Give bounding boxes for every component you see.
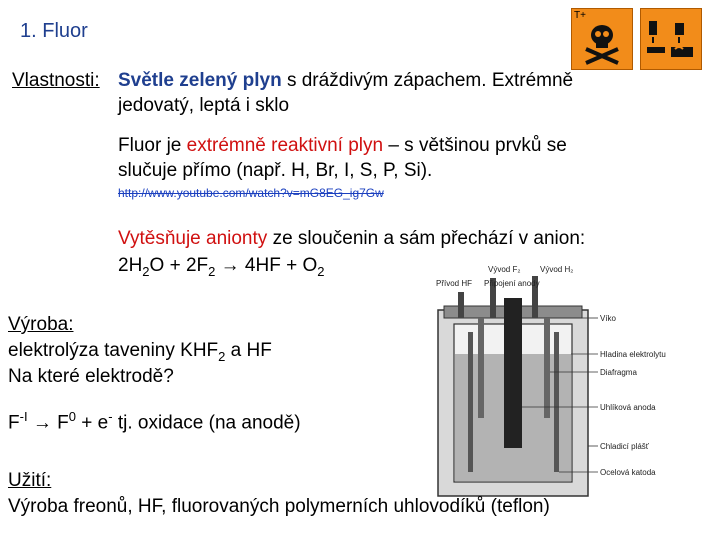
carbon-anode [504, 298, 522, 448]
label-cooling-jacket: Chladicí plášť [600, 442, 649, 451]
properties-label: Vlastnosti: [12, 70, 100, 91]
oxidation-part: + e [75, 412, 109, 434]
corrosive-hazard-icon [640, 8, 702, 70]
production-text: elektrolýza taveniny KHF [8, 340, 219, 361]
production-question: Na které elektrodě? [8, 366, 174, 387]
production-label: Výroba: [8, 314, 74, 335]
production-text-end: a HF [225, 340, 272, 361]
equation-subscript: 2 [208, 263, 216, 279]
reactivity-line-2: slučuje přímo (např. H, Br, I, S, P, Si). [118, 160, 433, 181]
label-hf-inlet: Přívod HF [436, 279, 473, 288]
usage-text: Výroba freonů, HF, fluorovaných polymerních uhlovodíků (teflon) [8, 496, 550, 517]
hf-inlet-pipe [458, 292, 464, 318]
label-lid: Víko [600, 314, 617, 323]
diaphragm-left [478, 318, 484, 418]
displacement-line [118, 226, 585, 251]
oxidation-superscript: - [108, 409, 113, 424]
video-link[interactable]: http://www.youtube.com/watch?v=mG8EG_ig7Gw [118, 186, 384, 200]
properties-line-2: jedovatý, leptá i sklo [118, 95, 290, 116]
equation-part: → 4HF + O [215, 255, 318, 276]
label-anode-connection: Připojení anody [484, 279, 540, 288]
oxidation-part: → F [27, 412, 69, 434]
properties-line-1 [118, 68, 573, 93]
oxidation-superscript: 0 [68, 409, 76, 424]
equation-part: 2H [118, 255, 143, 276]
equation-subscript: 2 [317, 263, 325, 279]
diaphragm-right [544, 318, 550, 418]
oxidation-superscript: -I [19, 409, 28, 424]
production-subscript: 2 [218, 348, 226, 364]
electrolysis-cell-diagram [428, 262, 720, 502]
label-f2-outlet: Vývod F₂ [488, 265, 521, 274]
reactivity-text: Fluor je [118, 135, 187, 156]
oxidation-part: F [8, 412, 20, 434]
label-cathode: Ocelová katoda [600, 468, 656, 477]
reactivity-text-end: – s většinou prvků se [383, 135, 567, 156]
properties-rest: s dráždivým zápachem. Extrémně [281, 70, 574, 91]
label-electrolyte-level: Hladina elektrolytu [600, 350, 666, 359]
equation-part: O + 2F [149, 255, 209, 276]
label-diaphragm: Diafragma [600, 368, 637, 377]
displacement-text: ze sloučenin a sám přechází v anion: [267, 228, 586, 249]
oxidation-equation [8, 404, 301, 435]
properties-highlight: Světle zelený plyn [118, 70, 282, 91]
oxidation-part: tj. oxidace (na anodě) [112, 412, 301, 434]
hazard-code: T+ [574, 10, 586, 21]
label-h2-outlet: Vývod H₂ [540, 265, 574, 274]
equation-subscript: 2 [142, 263, 150, 279]
reactivity-highlight: extrémně reaktivní plyn [186, 135, 384, 156]
displacement-highlight: Vytěsňuje anionty [118, 228, 268, 249]
displacement-equation [118, 253, 325, 284]
page-title: 1. Fluor [20, 20, 88, 42]
cathode-right [554, 332, 559, 472]
toxic-hazard-icon [571, 8, 633, 70]
cathode-left [468, 332, 473, 472]
reactivity-line-1 [118, 133, 567, 158]
label-anode: Uhlíková anoda [600, 403, 656, 412]
usage-label: Užití: [8, 470, 52, 491]
corrosion-icon [641, 9, 701, 69]
